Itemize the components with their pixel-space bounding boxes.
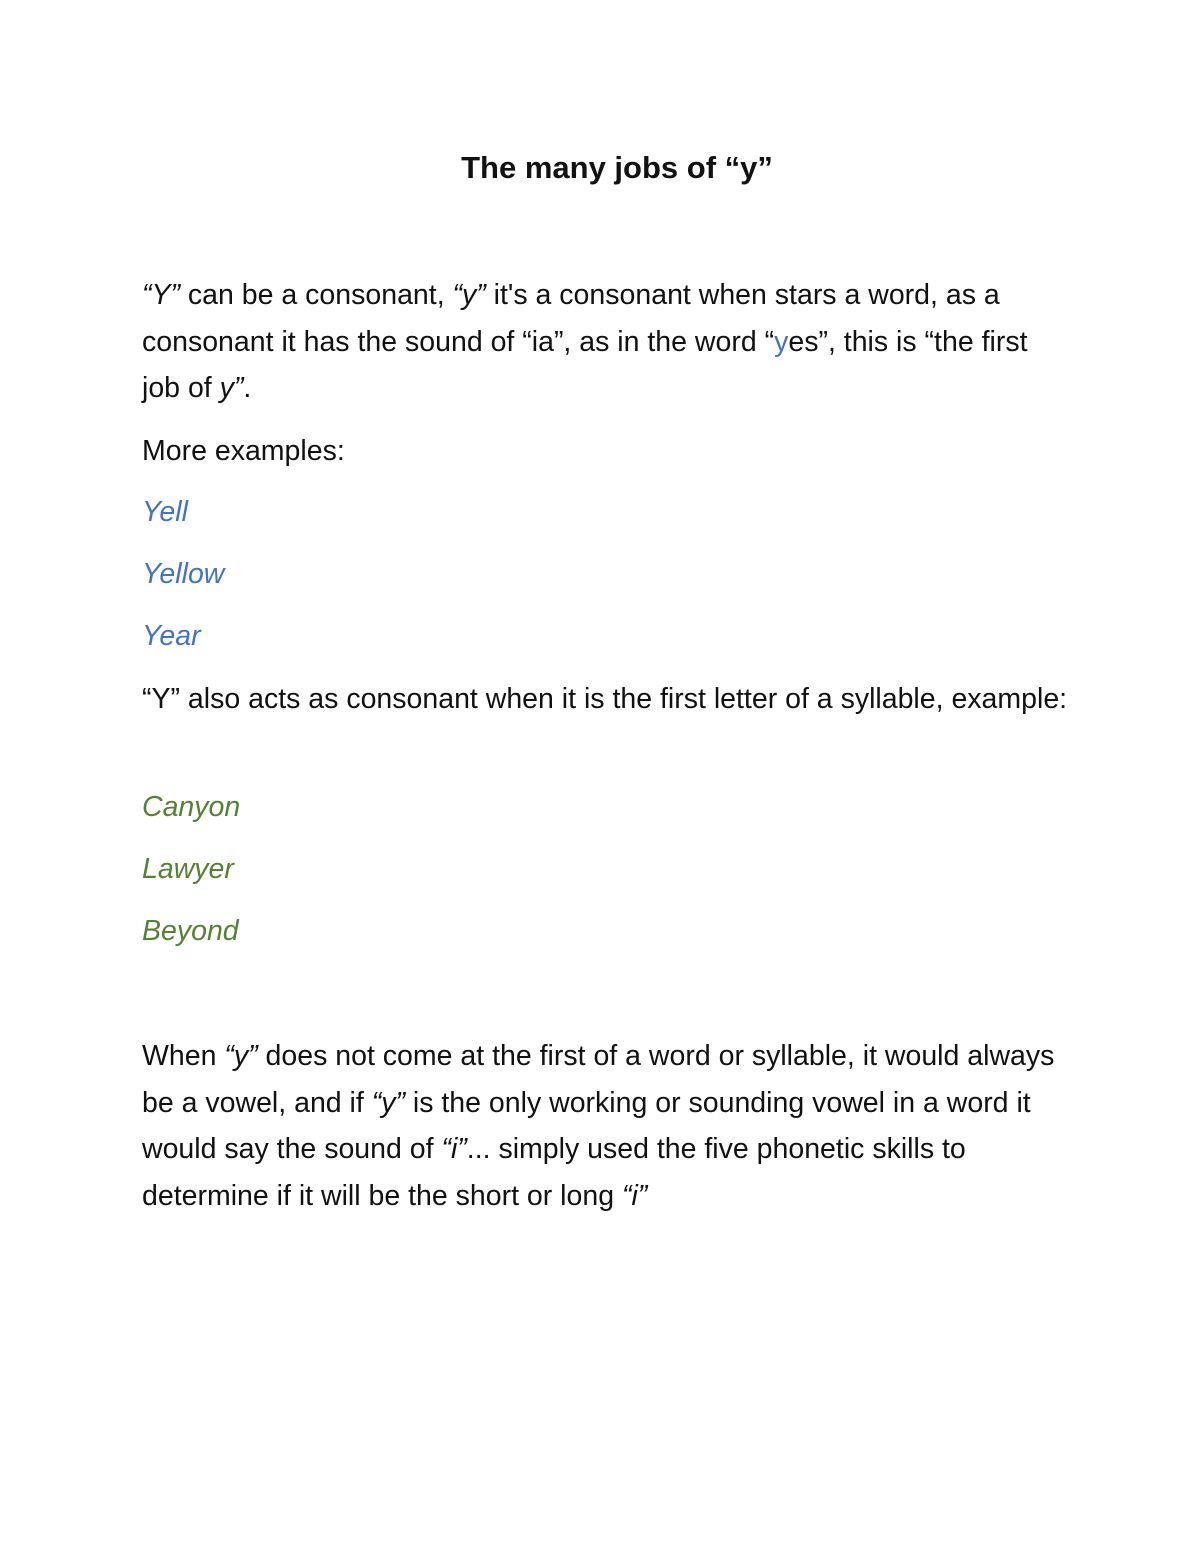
consonant-example-word: Yell [142,496,188,528]
consonant-example-word: Yellow [142,558,225,590]
paragraph-text: can be a consonant, [180,279,453,311]
paragraph-text: is the only working or sounding vowel in a word it would say the sound of [142,1086,1031,1165]
quoted-i: “i” [441,1133,467,1165]
quoted-y: “y” [371,1086,405,1119]
syllable-example-word: Canyon [142,791,241,823]
paragraph-first-job [142,272,1072,412]
quoted-y: “y” [224,1040,258,1072]
paragraph-text: When [142,1040,225,1072]
more-examples-label: More examples: [142,435,345,467]
paragraph-text: ... simply used the five phonetic skills to determine if it will be the short or long [142,1133,966,1212]
paragraph-text: it's a consonant when stars a word, as a consonant it has the sound of “ia”, as in the word “ [142,279,1000,358]
syllable-example-word: Beyond [142,915,239,947]
paragraph-text: . [243,372,252,404]
highlighted-y-letter: y [774,325,789,358]
paragraph-vowel [142,1033,1072,1219]
document-title: The many jobs of “y” [461,150,773,185]
quoted-i: “i” [621,1179,648,1212]
document-page [142,0,1072,1553]
italic-y: y” [219,372,244,404]
syllable-example-word: Lawyer [142,853,234,885]
paragraph-text: es”, this is “the first job of [142,325,1028,404]
quoted-y-capital: “Y” [142,279,180,311]
quoted-y: “y” [452,279,486,311]
paragraph-text: does not come at the first of a word or syllable, it would always be a vowel, and if [142,1040,1055,1119]
consonant-example-word: Year [142,620,201,652]
paragraph-syllable: “Y” also acts as consonant when it is the first letter of a syllable, example: [142,683,1068,715]
